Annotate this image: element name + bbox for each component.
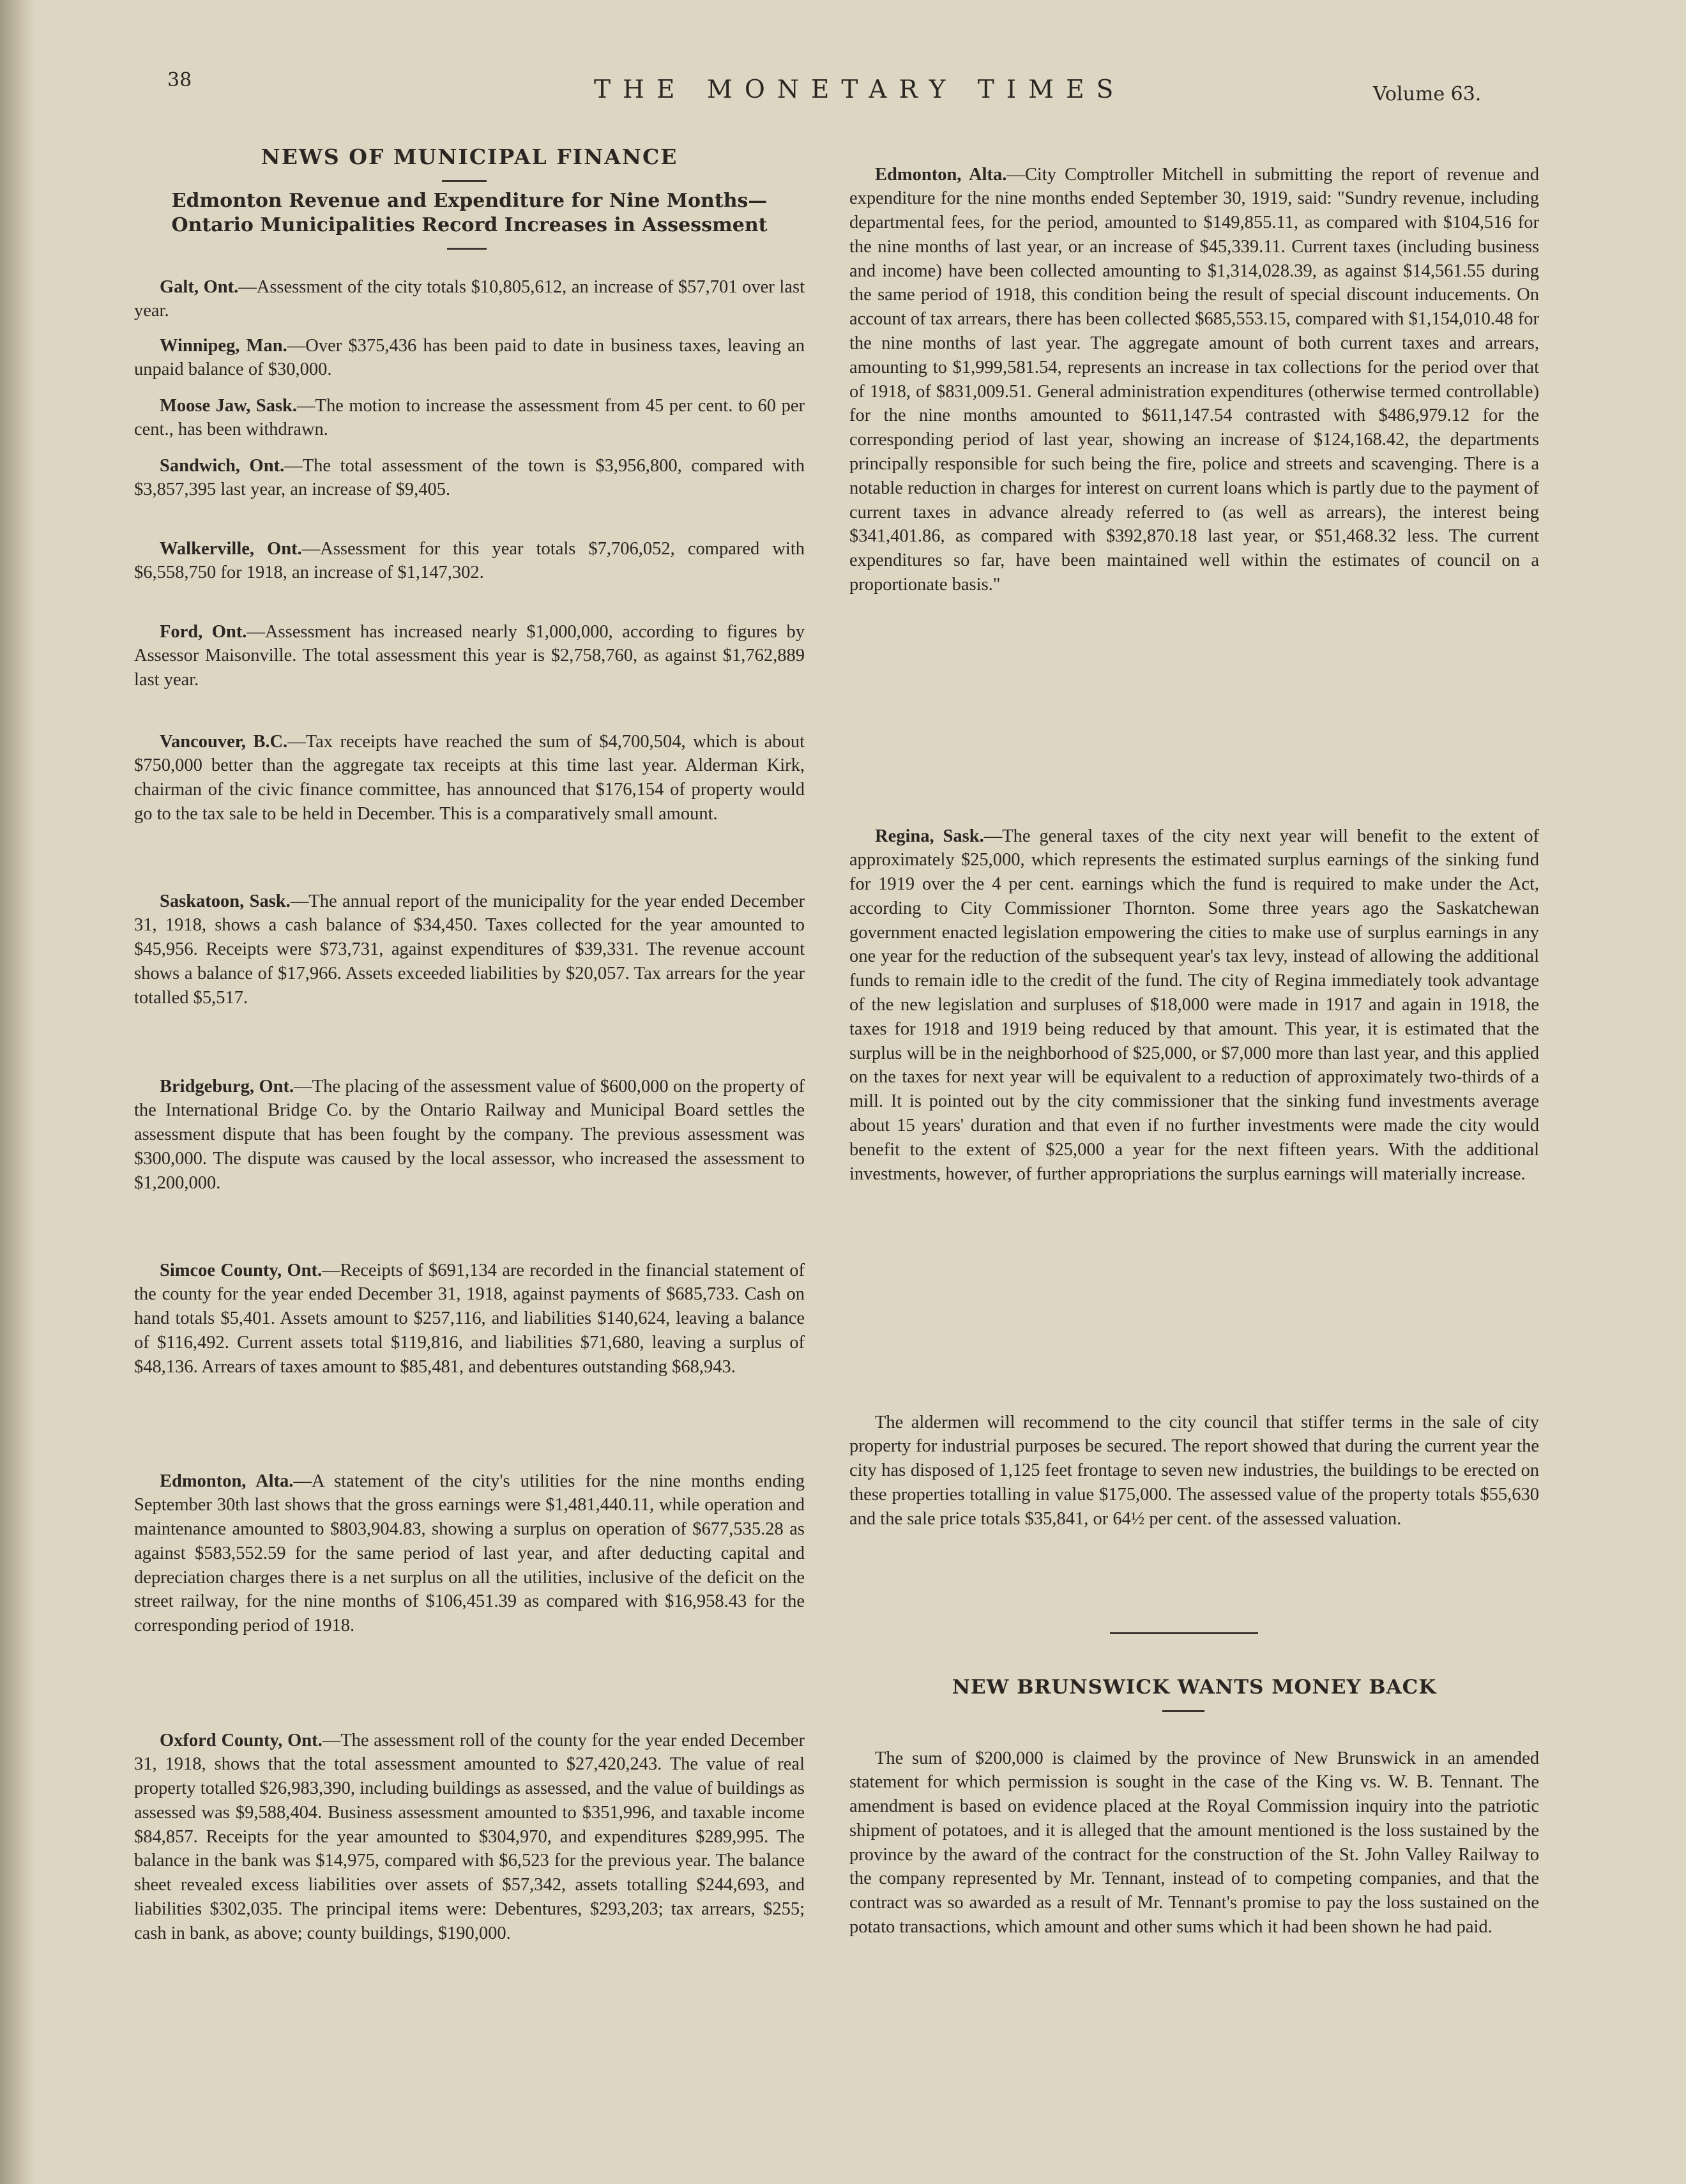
- item-text: —The assessment roll of the county for the year ended December 31, 1918, shows that the total assessment amounted to $27,420,243. The value of real property totalled $26,983,390, including buildings as assessed, and the value of buildings as assessed was $9,588,404. Business assessment amounted to $351,996, and taxable income $84,857. Receipts for the year amounted to $304,970, and expenditures $289,995. The balance in the bank was $14,975, compared with $6,523 for the previous year. The balance sheet revealed excess liabilities over assets of $57,342, assets totalling $244,693, and liabilities $302,035. The principal items were: Debentures, $293,203; tax arrears, $255; cash in bank, as above; county buildings, $190,000.: [134, 1730, 805, 1943]
- item-moose-jaw: [134, 394, 805, 443]
- item-location: Ford, Ont.: [160, 621, 247, 642]
- item-simcoe-county: [134, 1259, 805, 1379]
- item-location: Oxford County, Ont.: [160, 1730, 323, 1750]
- item-bridgeburg: [134, 1075, 805, 1195]
- volume-label: Volume 63.: [1373, 83, 1482, 105]
- page-number: 38: [167, 69, 192, 91]
- subhead-line-2: Ontario Municipalities Record Increases in Assessment: [171, 214, 768, 236]
- item-location: Bridgeburg, Ont.: [160, 1076, 294, 1096]
- section-title: NEWS OF MUNICIPAL FINANCE: [261, 144, 678, 169]
- item-text: —City Comptroller Mitchell in submitting the report of revenue and expenditure for the nine months ended September 30, 1919, said: "Sundry revenue, including departmental fees, for the period, amounted to $149,855.11, as compared with $104,516 for the nine months of last year, or an increase of $45,339.11. Current taxes (including business and income) have been collected amounting to $1,314,028.39, as against $14,561.55 during the same period of 1918, this condition being the result of special discount inducements. On account of tax arrears, there has been collected $685,553.15, compared with $1,154,010.48 for the nine months of last year. The aggregate amount of both current taxes and arrears, amounting to $1,999,581.54, represents an increase in tax collections for the period over that of 1918, of $831,009.51. General administration expenditures (otherwise termed controllable) for the nine months amounted to $611,147.54 contrasted with $486,979.12 for the corresponding period of last year, showing an increase of $124,168.42, the departments principally responsible for such being the fire, police and streets and scavenging. There is a notable reduction in charges for interest on current loans which is partly due to the payment of current taxes in advance already referred to (as well as arrears), the interest being $341,401.86, as compared with $392,870.18 last year, or $51,468.32 less. The current expenditures so far, have been maintained well within the estimates of council on a proportionate basis.": [849, 164, 1539, 595]
- brunswick-title: NEW BRUNSWICK WANTS MONEY BACK: [952, 1676, 1437, 1699]
- item-location: Sandwich, Ont.: [160, 455, 285, 476]
- item-location: Saskatoon, Sask.: [160, 891, 291, 911]
- item-vancouver: [134, 730, 805, 826]
- item-location: Edmonton, Alta.: [160, 1471, 294, 1491]
- item-text: —Assessment has increased nearly $1,000,000, according to figures by Assessor Maisonville. The total assessment this year is $2,758,760, as against $1,762,889 last year.: [134, 621, 805, 690]
- item-text: —Over $375,436 has been paid to date in business taxes, leaving an unpaid balance of $30,000.: [134, 335, 805, 380]
- title-rule: [442, 180, 487, 182]
- masthead: THE MONETARY TIMES: [594, 75, 1126, 104]
- item-location: Simcoe County, Ont.: [160, 1260, 323, 1280]
- item-location: Winnipeg, Man.: [160, 335, 287, 356]
- item-saskatoon: [134, 890, 805, 1010]
- item-text: —The motion to increase the assessment from 45 per cent. to 60 per cent., has been withdrawn.: [134, 395, 805, 440]
- item-oxford-county: [134, 1729, 805, 1946]
- brunswick-article: The sum of $200,000 is claimed by the province of New Brunswick in an amended statement for which permission is sought in the case of the King vs. W. B. Tennant. The amendment is based on evidence placed at the Royal Commission inquiry into the patriotic shipment of potatoes, and it is alleged that the amount mentioned is the loss sustained by the province by the award of the contract for the construction of the St. John Valley Railway to the company represented by Mr. Tennant, instead of to competing companies, and that the contract was so awarded as a result of Mr. Tennant's promise to pay the loss sustained on the potato transactions, which amount and other sums which it had been shown he had paid.: [849, 1748, 1539, 1938]
- item-text: The aldermen will recommend to the city council that stiffer terms in the sale of city property for industrial purposes be secured. The report showed that during the current year the city has disposed of 1,125 feet frontage to seven new industries, the buildings to be erected on these properties totalling in value $175,000. The assessed value of the property totals $55,630 and the sale price totals $35,841, or 64½ per cent. of the assessed valuation.: [849, 1412, 1539, 1529]
- item-text: —Assessment for this year totals $7,706,052, compared with $6,558,750 for 1918, an increase of $1,147,302.: [134, 538, 805, 583]
- item-text: —Assessment of the city totals $10,805,612, an increase of $57,701 over last year.: [134, 277, 805, 321]
- item-edmonton-utilities: [134, 1469, 805, 1639]
- subhead-rule: [447, 248, 487, 250]
- item-text: —Tax receipts have reached the sum of $4,700,504, which is about $750,000 better than the aggregate tax receipts at this time last year. Alderman Kirk, chairman of the civic finance committee, has announced that $176,154 of property would go to the tax sale to be held in December. This is a comparatively small amount.: [134, 731, 805, 824]
- item-winnipeg: [134, 334, 805, 383]
- item-ford: [134, 620, 805, 692]
- item-text: —The annual report of the municipality for the year ended December 31, 1918, shows a cash balance of $34,450. Taxes collected for the year amounted to $45,956. Receipts were $73,731, against expenditures of $39,331. The revenue account shows a balance of $17,966. Assets exceeded liabilities by $20,057. Tax arrears for the year totalled $5,517.: [134, 891, 805, 1008]
- item-location: Edmonton, Alta.: [875, 164, 1007, 185]
- item-regina: [849, 824, 1539, 1187]
- item-text: —The general taxes of the city next year will benefit to the extent of approximately $25,000, which represents the estimated surplus earnings of the sinking fund for 1919 over the 4 per cent. earnings which the fund is required to make under the Act, according to City Commissioner Thornton. Some three years ago the Saskatchewan government enacted legislation empowering the cities to make use of surplus earnings in any one year for the reduction of the subsequent year's tax levy, instead of allowing the additional funds to remain idle to the credit of the fund. The city of Regina immediately took advantage of the new legislation and surpluses of $18,000 were made in 1917 and again in 1918, the taxes for 1918 and 1919 being reduced by that amount. This year, it is estimated that the surplus will be in the neighborhood of $25,000, or $7,000 more than last year, and this applied on the taxes for next year will be equivalent to a reduction of approximately two-thirds of a mill. It is pointed out by the city commissioner that the sinking fund investments average about 15 years' duration and that even if no further investments were made the city would benefit to the extent of $25,000 a year for the next fifteen years. With the additional investments, however, of further appropriations the surplus earnings will materially increase.: [849, 826, 1539, 1184]
- item-text: —The total assessment of the town is $3,956,800, compared with $3,857,395 last year, an increase of $9,405.: [134, 455, 805, 500]
- item-location: Walkerville, Ont.: [160, 538, 302, 559]
- brunswick-title-rule: [1162, 1710, 1204, 1712]
- item-location: Vancouver, B.C.: [160, 731, 288, 752]
- separator-rule: [1110, 1632, 1258, 1634]
- item-edmonton-revenue: [849, 163, 1539, 597]
- item-location: Moose Jaw, Sask.: [160, 395, 298, 416]
- item-walkerville: [134, 537, 805, 586]
- item-text: —A statement of the city's utilities for the nine months ending September 30th last shows that the gross earnings were $1,481,440.11, while operation and maintenance amounted to $803,904.83, showing a surplus on operation of $677,535.28 as against $583,552.59 for the same period of last year, and after deducting capital and depreciation charges there is a net surplus on all the utilities, inclusive of the deficit on the street railway, for the nine months of $106,451.39 as compared with $16,958.43 for the corresponding period of 1918.: [134, 1471, 805, 1636]
- item-text: —Receipts of $691,134 are recorded in the financial statement of the county for the year ended December 31, 1918, against payments of $685,733. Cash on hand totals $5,401. Assets amount to $257,116, and liabilities $140,624, leaving a balance of $116,492. Current assets total $119,816, and liabilities $71,680, leaving a surplus of $48,136. Arrears of taxes amount to $85,481, and debentures outstanding $68,943.: [134, 1260, 805, 1377]
- item-galt: [134, 275, 805, 324]
- subhead-line-1: Edmonton Revenue and Expenditure for Nine Months—: [171, 190, 768, 212]
- item-regina-aldermen: [849, 1411, 1539, 1531]
- item-location: Galt, Ont.: [160, 277, 239, 297]
- item-text: —The placing of the assessment value of $600,000 on the property of the International Bridge Co. by the Ontario Railway and Municipal Board settles the assessment dispute that has been fought by the company. The previous assessment was $300,000. The dispute was caused by the local assessor, who increased the assessment to $1,200,000.: [134, 1076, 805, 1193]
- item-sandwich: [134, 454, 805, 503]
- item-location: Regina, Sask.: [875, 826, 984, 846]
